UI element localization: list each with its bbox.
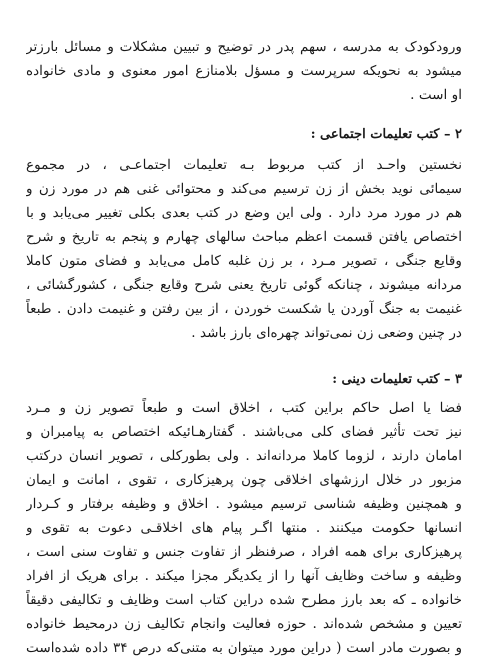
paragraph-line: غنیمت به جنگ آوردن یا شکست خوردن ، از بین رفتن و غنیمت دادن . طبعاً — [26, 301, 462, 317]
paragraph-line: امامان دارند ، لزوما کاملا مردانه‌اند . ولی بطورکلی ، تصویر انسان درکتب — [26, 448, 462, 464]
paragraph-line: در چنین وضعی زن نمی‌تواند چهره‌ای بارز باشد . — [191, 325, 462, 341]
paragraph-line: ورودکودک به مدرسه ، سهم پدر در توضیح و تبیین مشکلات و مسائل بارزتر — [26, 39, 462, 55]
paragraph-line: میشود به نحویکه سرپرست و مسؤل بلامنازع امور معنوی و مادی خانواده — [26, 63, 462, 79]
section-heading-social-education: ۲ – کتب تعلیمات اجتماعی : — [310, 127, 462, 142]
paragraph-line: مردانه میشوند ، چنانکه گوئی تاریخ یعنی شرح وقایع جنگی ، کشورگشائی ، — [26, 277, 462, 293]
paragraph-line: نخستین واحـد از کتب مربوط بـه تعلیمات اجتماعـی ، در مجموع — [26, 157, 462, 173]
paragraph-line: پرهیزکاری برای همه افراد ، صرفنظر از تفاوت جنس و تفاوت سنی است ، — [26, 544, 462, 560]
paragraph-line: مزبور در خلال ارزشهای اخلاقی چون پرهیزکاری ، تقوی ، امانت و ایمان — [26, 472, 462, 488]
paragraph-line: سیمائی نوید بخش از زن ترسیم می‌کند و محتوائی غنی هم در مورد زن و — [26, 181, 462, 197]
paragraph-line: نیز تحت تأثیر فضای کلی می‌باشند . گفتارهـائیکه اختصاص به پیامبران و — [26, 424, 462, 440]
paragraph-line: هم در مورد مرد دارد . ولی این وضع در کتب بعدی بکلی تغییر می‌یابد و با — [26, 205, 462, 221]
paragraph-line: فضا یا اصل حاکم براین کتب ، اخلاق است و طبعاً تصویر زن و مـرد — [26, 400, 462, 416]
paragraph-line: و بصورت مادر است ( دراین مورد میتوان به متنی‌که درص ۳۴ داده شده‌است — [26, 640, 462, 656]
paragraph-line: وقایع جنگی ، تصویر مـرد ، بر زن غلبه کامل می‌یابد و فضای متون کاملا — [26, 253, 462, 269]
paragraph-line: وظیفه و ساخت وظایف آنها را از یکدیگر مجزا میکند . برای هریک از افراد — [26, 568, 462, 584]
paragraph-line: و همچنین وظیفه شناسی ترسیم میشود . اخلاق و وظیفه برفتار و کـردار — [26, 496, 462, 512]
paragraph-line: تعیین و مشخص شده‌اند . حوزه فعالیت وانجام تکالیف زن درمحیط خانواده — [26, 616, 462, 632]
paragraph-line: خانواده ـ که بعد بارز مطرح شده دراین کتاب است وظایف و تکالیفی دقیقاً — [26, 592, 462, 608]
paragraph-line: او است . — [410, 87, 462, 103]
paragraph-line: انسانها حکومت میکنند . منتها اگـر پیام های اخلاقـی دعوت به تقوی و — [26, 520, 462, 536]
paragraph-line: اختصاص یافتن قسمت اعظم مباحث سالهای چهارم و پنجم به تاریخ و شرح — [26, 229, 462, 245]
section-heading-religious-education: ۳ – کتب تعلیمات دینی : — [332, 372, 462, 387]
